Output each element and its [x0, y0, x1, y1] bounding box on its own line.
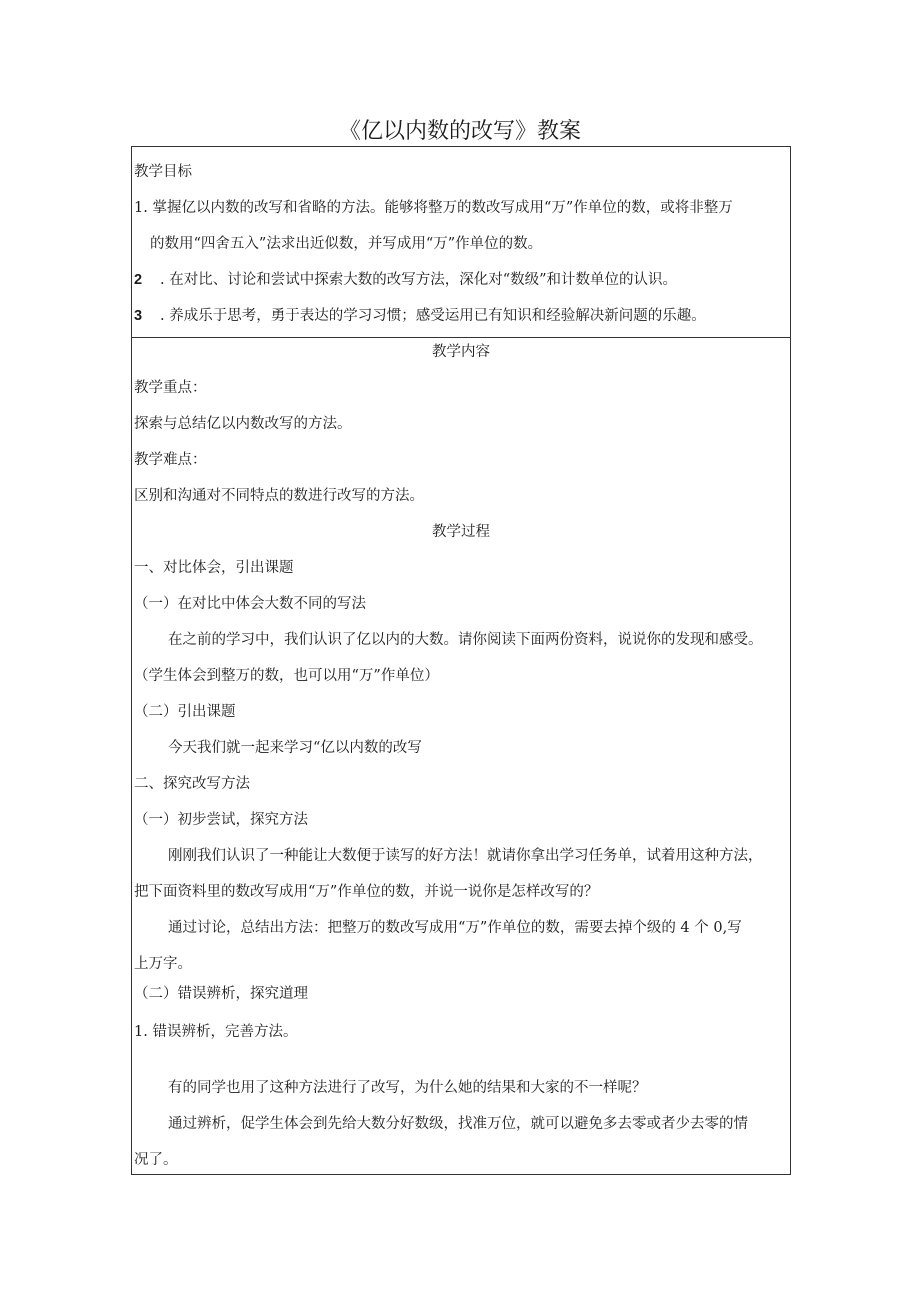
section-1-title: 一、对比体会，引出课题: [134, 560, 294, 576]
section-2-2-paragraph-2-line-1: 通过辨析，促学生体会到先给大数分好数级，找准万位，就可以避免多去零或者少去零的情: [168, 1116, 748, 1132]
objective-2: [134, 270, 677, 290]
content-heading: 教学内容: [432, 344, 490, 360]
section-1-2-paragraph: 今天我们就一起来学习“亿以内数的改写: [168, 740, 422, 756]
section-1-2-title: （二）引出课题: [134, 704, 236, 720]
section-2-title: 二、探究改写方法: [134, 776, 250, 792]
objective-2-number: 2: [134, 272, 143, 288]
objective-3-text: . 养成乐于思考，勇于表达的学习习惯；感受运用已有知识和经验解决新问题的乐趣。: [160, 308, 706, 324]
section-2-2-title: （二）错误辨析，探究道理: [134, 986, 308, 1002]
difficulty-label: 教学难点：: [134, 452, 207, 468]
table-divider: [132, 337, 790, 338]
objective-3: [134, 306, 706, 326]
key-point-label: 教学重点：: [134, 380, 207, 396]
key-point-text: 探索与总结亿以内数改写的方法。: [134, 416, 352, 432]
document-title: 《亿以内数的改写》教案: [338, 119, 581, 144]
section-2-2-paragraph-2-line-2: 况了。: [134, 1152, 178, 1168]
section-2-1-paragraph-2-line-2: 上万字。: [134, 956, 192, 972]
objective-1-line-1: 1. 掌握亿以内数的改写和省略的方法。能够将整万的数改写成用“万”作单位的数，或将非整万: [134, 200, 733, 216]
difficulty-text: 区别和沟通对不同特点的数进行改写的方法。: [134, 488, 424, 504]
section-2-2-paragraph-1: 有的同学也用了这种方法进行了改写，为什么她的结果和大家的不一样呢？: [168, 1080, 647, 1096]
section-1-1-paragraph-2: （学生体会到整万的数，也可以用“万”作单位）: [134, 668, 439, 684]
section-1-1-paragraph-1: 在之前的学习中，我们认识了亿以内的大数。请你阅读下面两份资料，说说你的发现和感受。: [168, 632, 763, 648]
process-heading: 教学过程: [432, 524, 490, 540]
objective-1-line-2: 的数用“四舍五入”法求出近似数，并写成用“万”作单位的数。: [150, 236, 543, 252]
section-2-1-paragraph-2-line-1: 通过讨论，总结出方法：把整万的数改写成用“万”作单位的数，需要去掉个级的 4 个 0,写: [168, 920, 742, 936]
lesson-plan-table: [131, 146, 791, 1175]
section-2-2-subtitle: 1. 错误辨析，完善方法。: [134, 1024, 298, 1040]
section-1-1-title: （一）在对比中体会大数不同的写法: [134, 596, 366, 612]
objective-2-text: . 在对比、讨论和尝试中探索大数的改写方法，深化对“数级”和计数单位的认识。: [160, 272, 678, 288]
section-2-1-title: （一）初步尝试，探究方法: [134, 812, 308, 828]
section-2-1-paragraph-1-line-1: 刚刚我们认识了一种能让大数便于读写的好方法！就请你拿出学习任务单，试着用这种方法，: [168, 848, 763, 864]
section-2-1-paragraph-1-line-2: 把下面资料里的数改写成用“万”作单位的数，并说一说你是怎样改写的？: [134, 884, 599, 900]
objective-3-number: 3: [134, 308, 143, 324]
objectives-heading: 教学目标: [134, 164, 192, 180]
